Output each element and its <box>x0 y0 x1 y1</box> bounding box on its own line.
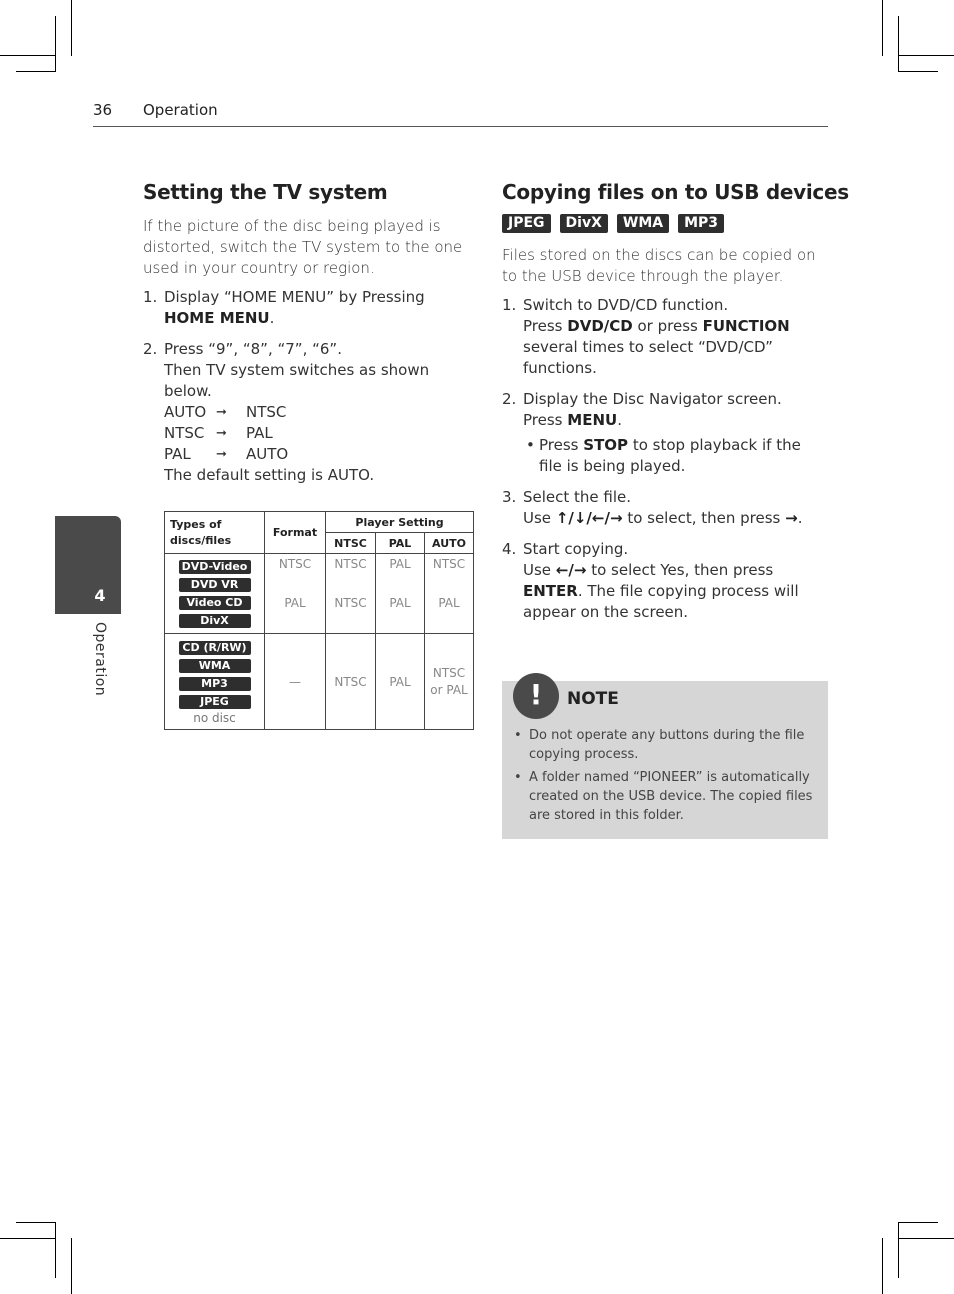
tv-cycle-row <box>164 444 469 465</box>
page-number: 36 <box>93 101 113 119</box>
cycle-from: PAL <box>164 445 191 463</box>
tv-system-table <box>164 511 474 730</box>
table-header-types: Types of discs/files <box>165 512 265 554</box>
key-function: FUNCTION <box>702 317 790 335</box>
arrow-right-icon: ➞ <box>216 447 227 462</box>
tv-steps <box>143 287 469 486</box>
key-stop: STOP <box>583 436 629 454</box>
section-header: Operation <box>143 101 218 119</box>
tv-step-1: 1. Display “HOME MENU” by Pressing HOME MENU. <box>143 288 425 327</box>
bullet-icon: • <box>514 770 522 785</box>
usb-copy-title: Copying files on to USB devices <box>502 180 849 204</box>
crop-mark <box>898 16 899 72</box>
tv-system-intro: If the picture of the disc being played is distorted, switch the TV system to the one used in your country or region. <box>143 217 463 277</box>
step-text: to stop playback if the file is being played. <box>539 436 801 475</box>
crop-mark <box>882 1238 883 1294</box>
key-dvd-cd: DVD/CD <box>567 317 633 335</box>
disc-badge: CD (R/RW) <box>179 641 251 655</box>
table-header-ntsc: NTSC <box>326 533 376 554</box>
arrow-right-icon: ➞ <box>216 426 227 441</box>
table-cell: NTSC <box>425 554 474 574</box>
step-text: Start copying. <box>523 540 629 558</box>
crop-mark <box>898 1222 899 1278</box>
step-number: 4. <box>502 540 517 558</box>
crop-mark <box>898 71 938 72</box>
tv-system-title: Setting the TV system <box>143 180 388 204</box>
format-badge: DivX <box>560 214 608 233</box>
step-text: Press <box>523 411 563 429</box>
table-row <box>165 554 474 574</box>
arrow-right-icon: ➞ <box>216 405 227 420</box>
note-box <box>502 678 828 839</box>
arrow-right-icon: → <box>785 509 798 527</box>
bullet-icon: • <box>514 728 522 743</box>
format-badges <box>502 214 828 233</box>
table-cell: — <box>265 634 326 730</box>
table-cell: PAL <box>376 634 425 730</box>
crop-mark <box>0 1238 56 1239</box>
step-text: Switch to DVD/CD function. <box>523 296 729 314</box>
crop-mark <box>898 1238 954 1239</box>
step-text: to select, then press <box>627 509 781 527</box>
chapter-label-text: Operation <box>92 622 108 697</box>
crop-mark <box>16 1222 56 1223</box>
cycle-to: PAL <box>246 424 273 442</box>
disc-badge: MP3 <box>179 677 251 691</box>
table-row <box>165 634 474 730</box>
header-divider <box>93 126 828 127</box>
key-enter: ENTER <box>523 582 578 600</box>
format-badge: MP3 <box>678 214 724 233</box>
usb-step-2: 2. Display the Disc Navigator screen. Press MENU. • Press STOP to stop playback if the file is being played. <box>502 389 828 477</box>
crop-mark <box>71 1238 72 1294</box>
table-cell: NTSC or PAL <box>425 634 474 730</box>
disc-badge: DVD VR <box>179 578 251 592</box>
tv-cycle-row <box>164 423 469 444</box>
disc-badge: JPEG <box>179 695 251 709</box>
usb-step-3: 3. Select the file. Use ↑/↓/←/→ to select, then press →. <box>502 487 828 529</box>
crop-mark <box>898 1222 938 1223</box>
table-cell: PAL <box>376 574 425 634</box>
table-cell: NTSC <box>326 554 376 574</box>
step-text: several times to select “DVD/CD” functions. <box>523 338 773 377</box>
disc-types-cell <box>165 554 265 634</box>
step-number: 3. <box>502 488 517 506</box>
disc-badge: Video CD <box>179 596 251 610</box>
table-cell: PAL <box>425 574 474 634</box>
step-text: or press <box>637 317 698 335</box>
arrow-keys-icon: ←/→ <box>555 561 587 579</box>
usb-intro: Files stored on the discs can be copied on to the USB device through the player. <box>502 246 816 285</box>
table-header-pal: PAL <box>376 533 425 554</box>
table-cell: NTSC <box>265 554 326 574</box>
step-text: Display “HOME MENU” by Pressing <box>164 288 425 306</box>
key-home-menu: HOME MENU <box>164 309 270 327</box>
step-number: 2. <box>143 340 158 358</box>
note-item <box>514 768 819 825</box>
disc-badge: DivX <box>179 614 251 628</box>
cycle-to: AUTO <box>246 445 289 463</box>
step-text: Select the file. <box>523 488 632 506</box>
step-text: Press <box>523 317 563 335</box>
crop-mark <box>16 71 56 72</box>
disc-types-cell <box>165 634 265 730</box>
tv-system-section <box>143 180 469 496</box>
step-text: Use <box>523 509 552 527</box>
step-text: to select Yes, then press <box>591 561 774 579</box>
step-sub-bullet <box>523 435 828 477</box>
no-disc-label: no disc <box>193 710 236 725</box>
chapter-number: 4 <box>94 586 106 605</box>
default-setting-text: The default setting is AUTO. <box>164 466 375 484</box>
table-cell: NTSC <box>326 634 376 730</box>
step-text: Press <box>539 436 579 454</box>
arrow-keys-icon: ↑/↓/←/→ <box>555 509 623 527</box>
table-header-player-setting: Player Setting <box>326 512 474 533</box>
tv-step-2 <box>143 339 469 486</box>
step-text: Use <box>523 561 552 579</box>
tv-cycle-row <box>164 402 469 423</box>
format-badge: WMA <box>617 214 669 233</box>
format-badge: JPEG <box>502 214 551 233</box>
crop-mark <box>882 0 883 56</box>
note-text: Do not operate any buttons during the file copying process. <box>529 728 805 762</box>
table-header-format: Format <box>265 512 326 554</box>
note-item <box>514 726 819 764</box>
note-list <box>514 726 819 829</box>
key-menu: MENU <box>567 411 618 429</box>
disc-badge: DVD-Video <box>179 560 251 574</box>
note-title: NOTE <box>567 689 619 709</box>
cycle-from: AUTO <box>164 403 207 421</box>
bullet-icon: • <box>526 436 535 454</box>
step-text: Press “9”, “8”, “7”, “6”. <box>164 340 342 358</box>
crop-mark <box>55 1222 56 1278</box>
usb-copy-section <box>502 180 849 633</box>
step-number: 1. <box>143 288 158 306</box>
crop-mark <box>55 16 56 72</box>
step-text: Then TV system switches as shown below. <box>164 361 430 400</box>
crop-mark <box>898 55 954 56</box>
crop-mark <box>71 0 72 56</box>
exclamation-icon: ! <box>513 673 559 719</box>
table-cell: PAL <box>376 554 425 574</box>
usb-steps <box>502 295 828 623</box>
crop-mark <box>0 55 56 56</box>
table-cell: NTSC <box>326 574 376 634</box>
table-cell: PAL <box>265 574 326 634</box>
note-text: A folder named “PIONEER” is automatically created on the USB device. The copied files are stored in this folder. <box>529 770 813 823</box>
cycle-to: NTSC <box>246 403 287 421</box>
chapter-label <box>88 622 108 702</box>
cycle-from: NTSC <box>164 424 205 442</box>
disc-badge: WMA <box>179 659 251 673</box>
table-header-auto: AUTO <box>425 533 474 554</box>
step-text: Display the Disc Navigator screen. <box>523 390 782 408</box>
usb-step-1 <box>502 295 828 379</box>
usb-step-4 <box>502 539 828 623</box>
step-text: . The file copying process will appear on the screen. <box>523 582 799 621</box>
step-number: 1. <box>502 296 517 314</box>
step-number: 2. <box>502 390 517 408</box>
